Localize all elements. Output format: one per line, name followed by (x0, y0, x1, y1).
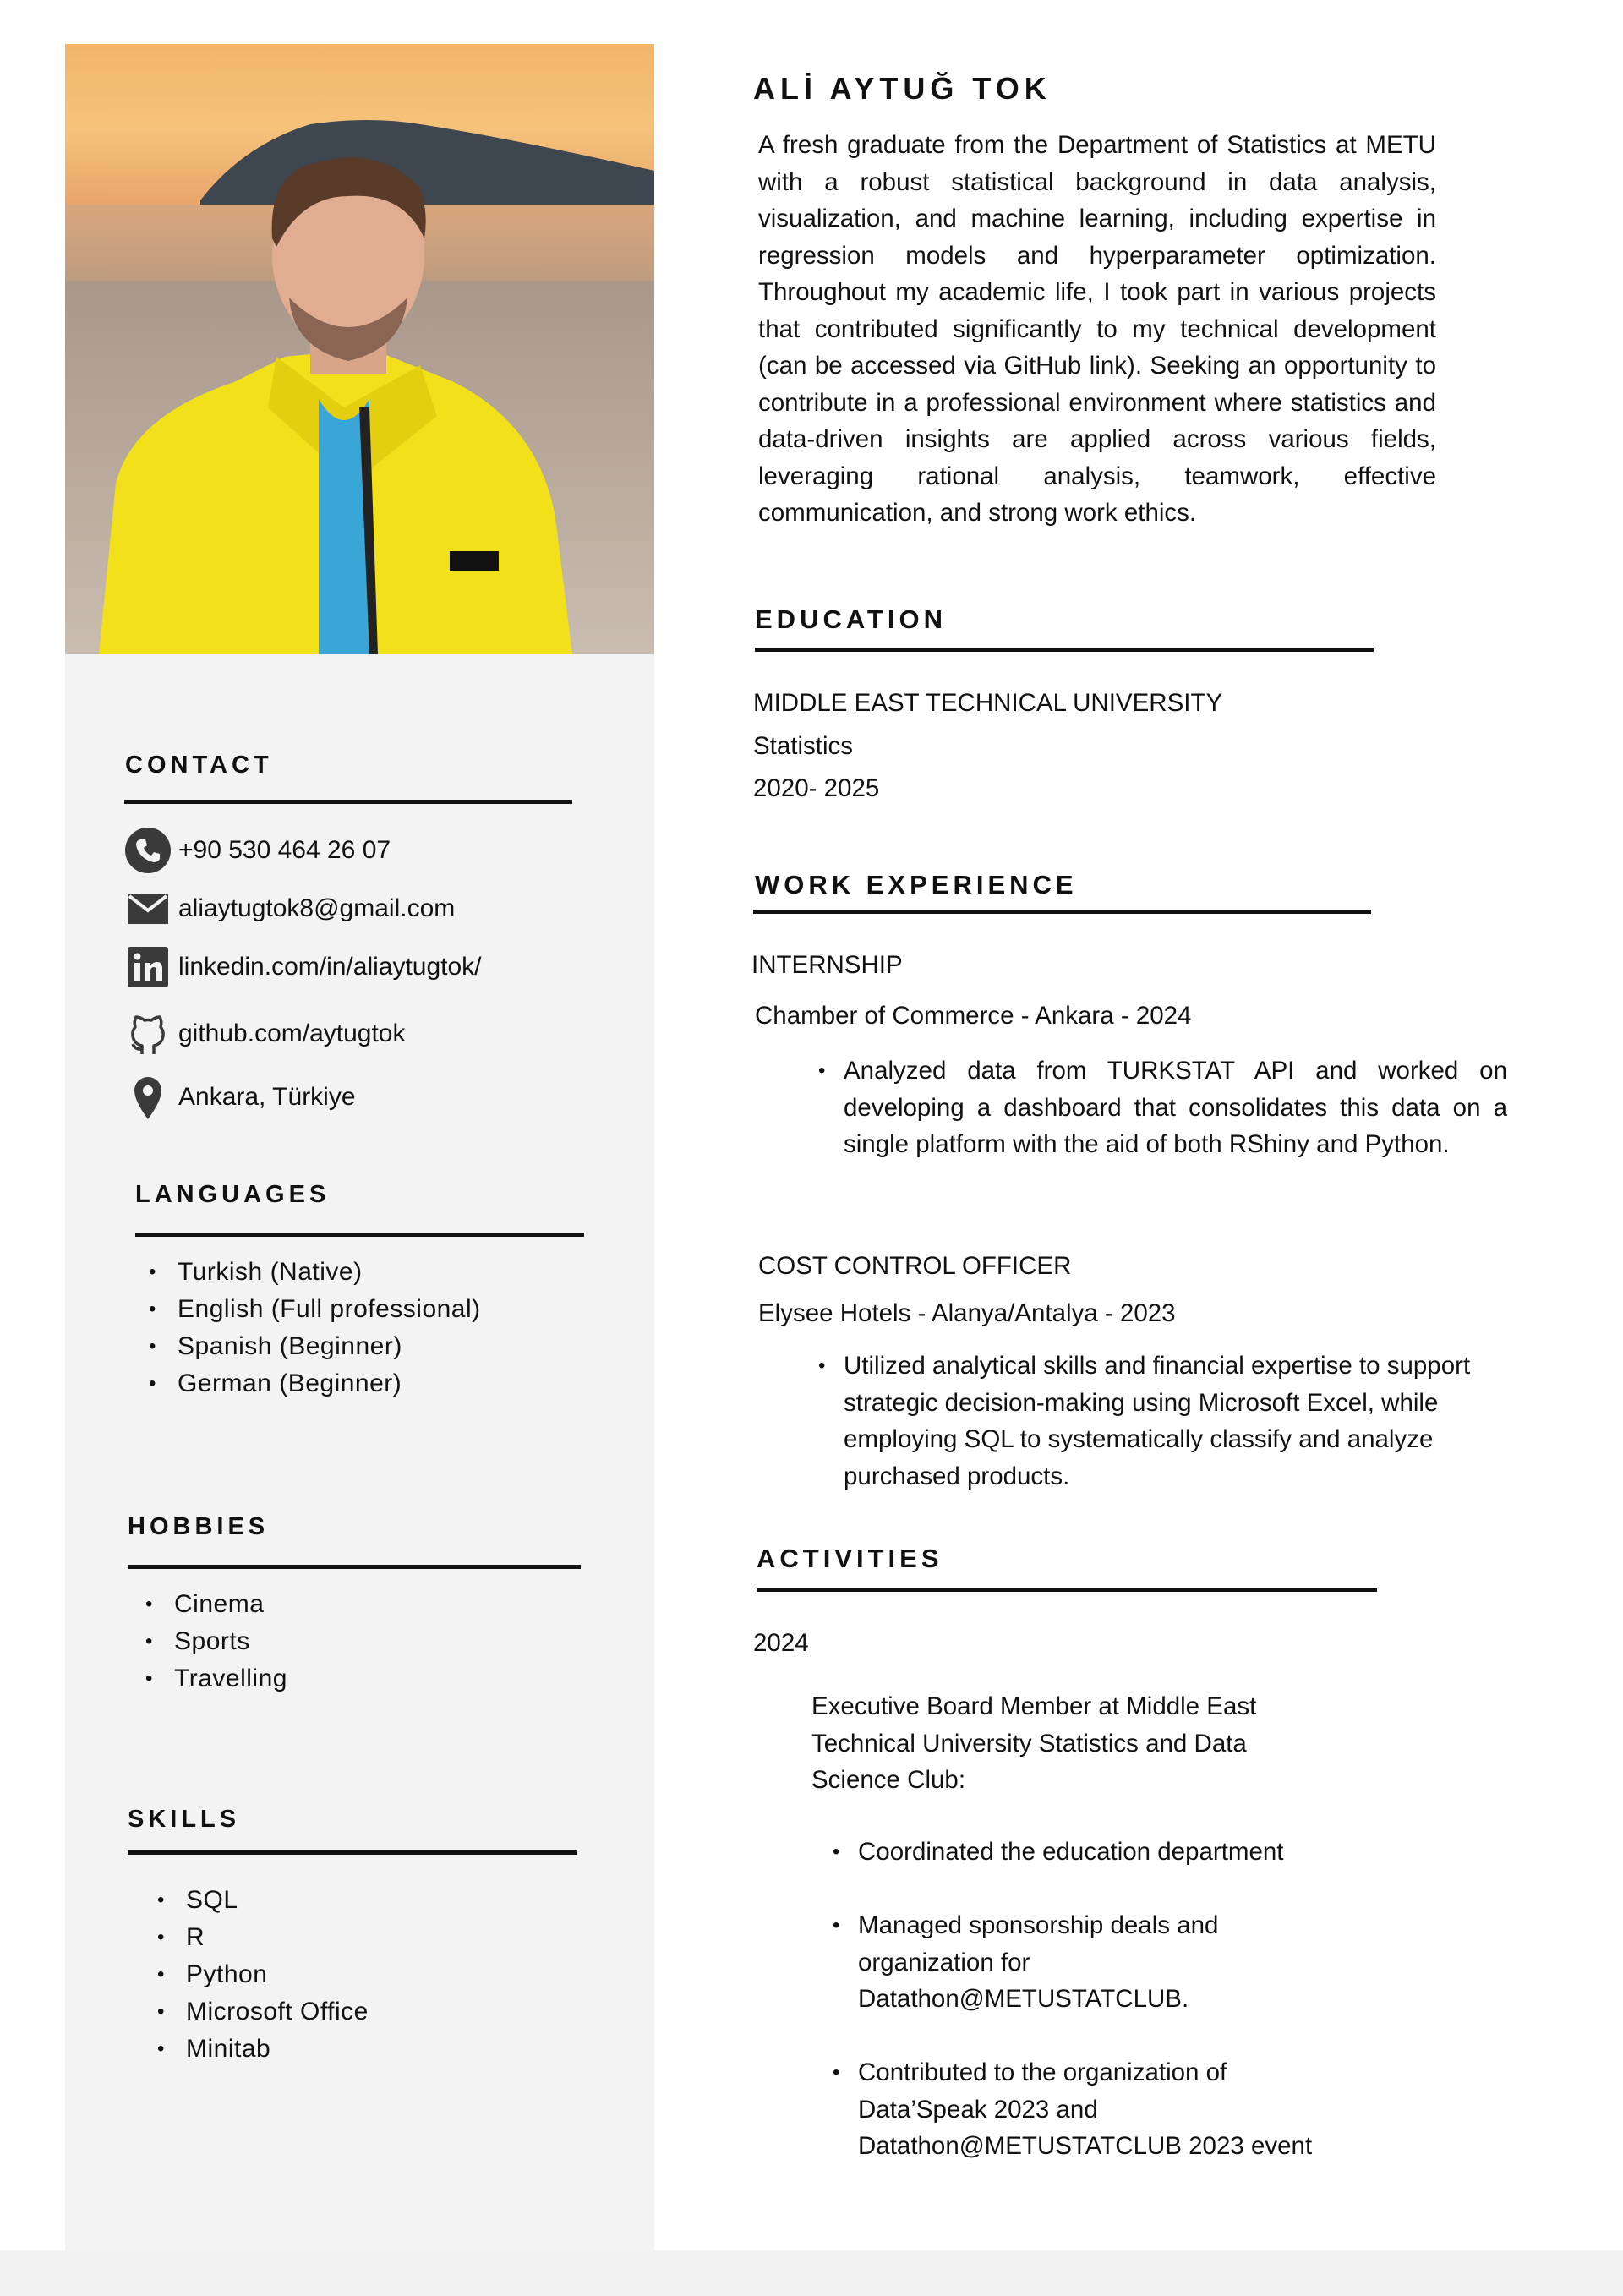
hobby-item: • Sports (145, 1623, 287, 1660)
contact-email[interactable] (124, 885, 455, 932)
github-icon (124, 1010, 172, 1058)
language-item: • Spanish (Beginner) (149, 1328, 481, 1365)
skill-item: • Python (157, 1956, 369, 1993)
job-bullets (818, 1348, 1486, 1495)
contact-linkedin[interactable] (124, 943, 482, 991)
education-years: 2020- 2025 (753, 774, 880, 802)
hobbies-divider (128, 1565, 581, 1569)
activity-item: • Managed sponsorship deals and organization for Datathon@METUSTATCLUB. (833, 1911, 1219, 2013)
education-field: Statistics (753, 732, 854, 760)
skill-item: • Microsoft Office (157, 1993, 369, 2031)
hobby-item: • Cinema (145, 1586, 287, 1623)
education-heading: EDUCATION (755, 604, 947, 634)
language-item: • Turkish (Native) (149, 1254, 481, 1291)
profile-summary: A fresh graduate from the Department of Statistics at METU with a robust statistical background in data analysis, visualization, and machine learning, including expertise in regression models and hyperparameter optimization. Throughout my academic life, I took part in various projects that contributed significantly to my technical development (can be accessed via GitHub link). Seeking an opportunity to contribute in a professional environment where statistics and data-driven insights are applied across various fields, leveraging rational analysis, teamwork, effective communication, and strong work ethics. (758, 131, 1436, 527)
activity-role: Executive Board Member at Middle East Technical University Statistics and Data Science Club: (812, 1692, 1257, 1794)
location-text: Ankara, Türkiye (178, 1083, 356, 1111)
job-org: Chamber of Commerce - Ankara - 2024 (755, 1002, 1192, 1030)
phone-icon (124, 827, 172, 874)
language-item: • English (Full professional) (149, 1291, 481, 1328)
skill-item: • R (157, 1919, 369, 1956)
candidate-name: ALİ AYTUĞ TOK (753, 71, 1052, 106)
job-bullets (818, 1052, 1507, 1163)
education-school: MIDDLE EAST TECHNICAL UNIVERSITY (753, 689, 1223, 717)
contact-github[interactable] (124, 1010, 406, 1058)
skills-heading: SKILLS (128, 1806, 241, 1833)
github-text: github.com/aytugtok (178, 1020, 406, 1047)
languages-heading: LANGUAGES (135, 1181, 331, 1208)
contact-location (124, 1074, 356, 1121)
skill-item: • Minitab (157, 2031, 369, 2068)
job-title: INTERNSHIP (751, 951, 903, 979)
language-item: • German (Beginner) (149, 1365, 481, 1402)
job-org: Elysee Hotels - Alanya/Antalya - 2023 (758, 1299, 1176, 1327)
phone-text: +90 530 464 26 07 (178, 836, 391, 864)
job-title: COST CONTROL OFFICER (758, 1252, 1072, 1280)
activities-heading: ACTIVITIES (757, 1544, 943, 1573)
activity-year: 2024 (753, 1629, 809, 1657)
hobbies-list (145, 1586, 287, 1697)
job-bullet: • Analyzed data from TURKSTAT API and worked on developing a dashboard that consolidates this data on a single platform with the aid of both RShiny and Python. (818, 1057, 1507, 1158)
education-divider (755, 648, 1374, 652)
contact-heading: CONTACT (125, 752, 273, 779)
work-heading: WORK EXPERIENCE (755, 870, 1078, 899)
skill-item: • SQL (157, 1882, 369, 1919)
contact-divider (124, 800, 572, 804)
mail-icon (124, 885, 172, 932)
activities-divider (757, 1588, 1377, 1592)
contact-phone[interactable] (124, 827, 391, 874)
activity-item: • Coordinated the education department (833, 1838, 1284, 1866)
job-bullet: • Utilized analytical skills and financial expertise to support strategic decision-making using Microsoft Excel, while employing SQL to systematically classify and analyze purchased products. (818, 1352, 1471, 1490)
languages-divider (135, 1233, 584, 1237)
activity-item: • Contributed to the organization of Data’Speak 2023 and Datathon@METUSTATCLUB 2023 event (833, 2058, 1313, 2160)
location-pin-icon (124, 1074, 172, 1121)
linkedin-icon (124, 943, 172, 991)
page-bottom-band (0, 2250, 1623, 2296)
languages-list (149, 1254, 481, 1402)
skills-divider (128, 1850, 577, 1855)
work-divider (753, 910, 1371, 914)
activity-list (833, 1834, 1331, 2165)
email-text: aliaytugtok8@gmail.com (178, 894, 456, 922)
profile-photo (65, 44, 654, 654)
linkedin-text: linkedin.com/in/aliaytugtok/ (178, 953, 482, 981)
hobby-item: • Travelling (145, 1660, 287, 1697)
hobbies-heading: HOBBIES (128, 1513, 270, 1540)
skills-list (157, 1882, 369, 2068)
